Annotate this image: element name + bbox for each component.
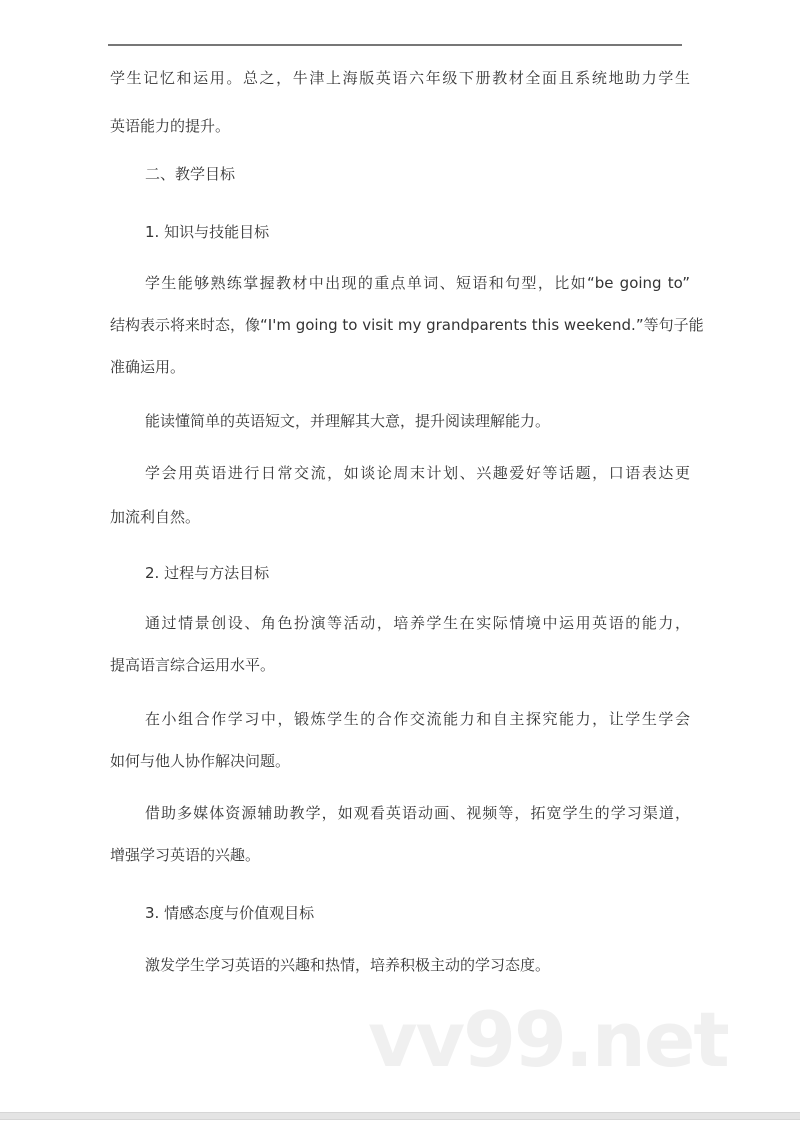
section-heading: 二、教学目标: [145, 165, 236, 183]
subsection-heading: 3. 情感态度与价值观目标: [145, 904, 315, 922]
paragraph-line: 借助多媒体资源辅助教学，如观看英语动画、视频等，拓宽学生的学习渠道，: [145, 804, 690, 822]
paragraph-line: 激发学生学习英语的兴趣和热情，培养积极主动的学习态度。: [145, 956, 551, 974]
paragraph-line: 如何与他人协作解决问题。: [110, 752, 291, 770]
paragraph-line: 增强学习英语的兴趣。: [110, 846, 261, 864]
paragraph-line: 结构表示将来时态，像“I'm going to visit my grandparents this weekend.”等句子能: [110, 316, 704, 334]
subsection-heading: 2. 过程与方法目标: [145, 564, 270, 582]
paragraph-line: 通过情景创设、角色扮演等活动，培养学生在实际情境中运用英语的能力，: [145, 614, 690, 632]
paragraph-line: 英语能力的提升。: [110, 117, 231, 135]
paragraph-line: 提高语言综合运用水平。: [110, 656, 276, 674]
header-rule: [108, 44, 682, 46]
paragraph-line: 加流利自然。: [110, 508, 201, 526]
paragraph-line: 在小组合作学习中，锻炼学生的合作交流能力和自主探究能力，让学生学会: [145, 710, 690, 728]
paragraph-line: 能读懂简单的英语短文，并理解其大意，提升阅读理解能力。: [145, 412, 551, 430]
page-separator: [0, 1112, 800, 1120]
subsection-heading: 1. 知识与技能目标: [145, 223, 270, 241]
paragraph-line: 学生记忆和运用。总之，牛津上海版英语六年级下册教材全面且系统地助力学生: [110, 69, 690, 87]
watermark: vv99.net: [368, 995, 728, 1084]
paragraph-line: 学会用英语进行日常交流，如谈论周末计划、兴趣爱好等话题，口语表达更: [145, 464, 690, 482]
paragraph-line: 学生能够熟练掌握教材中出现的重点单词、短语和句型，比如“be going to”: [145, 274, 690, 292]
paragraph-line: 准确运用。: [110, 358, 186, 376]
